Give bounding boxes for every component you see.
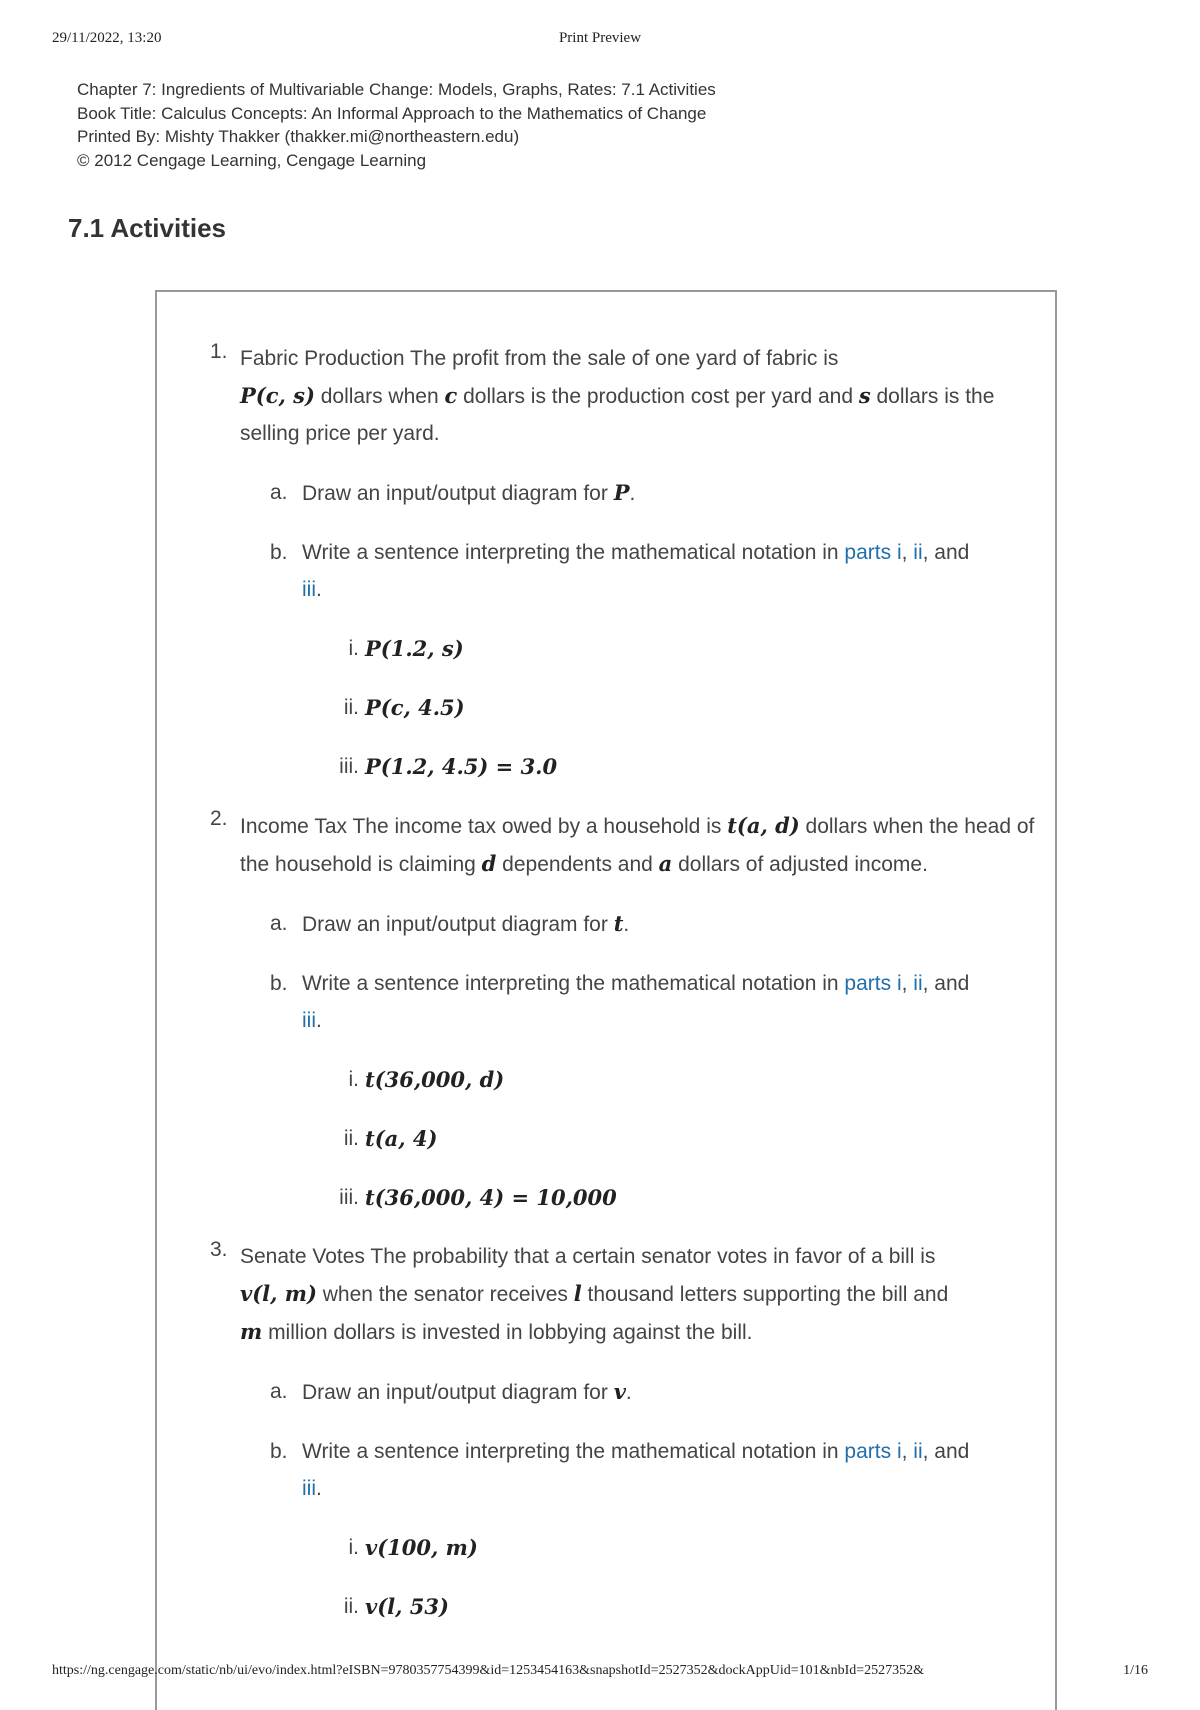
subpart-label: ii. <box>343 1127 359 1150</box>
math-expression: v(l, m) <box>240 1281 317 1306</box>
subpart-label: iii. <box>339 1186 359 1209</box>
part-iii-link[interactable]: iii <box>302 578 316 601</box>
part-iii-link[interactable]: iii <box>302 1477 316 1500</box>
part-b: b. Write a sentence interpreting the mathematical notation in parts i, ii, and iii. <box>270 1433 1040 1507</box>
statement-text: when the senator receives <box>316 1283 574 1306</box>
printed-by-line: Printed By: Mishty Thakker (thakker.mi@northeastern.edu) <box>77 127 520 146</box>
problem-statement <box>240 1238 1040 1351</box>
part-iii-link[interactable]: iii <box>302 1009 316 1032</box>
subpart-label: ii. <box>343 696 359 719</box>
subpart-i <box>348 1061 1040 1098</box>
part-ii-link[interactable]: ii <box>913 541 923 564</box>
copyright-line: © 2012 Cengage Learning, Cengage Learning <box>77 150 427 170</box>
conjunction: , and <box>922 972 970 995</box>
math-expression: t(a, 4) <box>365 1126 438 1151</box>
punctuation: . <box>316 1009 322 1032</box>
part-b-text: Write a sentence interpreting the mathematical notation in <box>302 1440 839 1463</box>
math-expression: v(100, m) <box>365 1535 478 1560</box>
part-ii-link[interactable]: ii <box>913 972 923 995</box>
page-number: 1/16 <box>1123 1663 1148 1678</box>
part-label: a. <box>270 912 288 935</box>
problem-statement <box>240 340 1040 452</box>
math-variable: d <box>481 851 497 876</box>
part-a <box>270 905 1040 943</box>
part-a-text: Draw an input/output diagram for <box>302 1381 608 1404</box>
subpart-iii <box>339 748 1040 785</box>
math-function: t <box>613 911 624 936</box>
problem-heading: Senate Votes <box>240 1245 365 1268</box>
problem-2 <box>210 807 1040 1216</box>
part-label: b. <box>270 1440 288 1463</box>
math-variable: s <box>858 383 871 408</box>
page-url: https://ng.cengage.com/static/nb/ui/evo/index.html?eISBN=9780357754399&id=1253454163&snapshotId=2527352&dockAppUid=101&nbId=2527352& <box>52 1663 925 1678</box>
problem-number: 1. <box>210 340 228 363</box>
statement-text: dependents and <box>496 853 659 876</box>
math-expression: P(1.2, s) <box>365 636 464 661</box>
print-footer <box>52 1663 1148 1681</box>
section-title: 7.1 Activities <box>68 213 227 243</box>
part-label: a. <box>270 1380 288 1403</box>
part-b-text: Write a sentence interpreting the mathematical notation in <box>302 972 839 995</box>
subpart-label: i. <box>348 637 359 660</box>
part-a-text: Draw an input/output diagram for <box>302 482 608 505</box>
activities-list <box>210 340 1040 1625</box>
statement-text: dollars of adjusted income. <box>672 853 928 876</box>
part-b-text: Write a sentence interpreting the mathematical notation in <box>302 541 839 564</box>
part-b: b. Write a sentence interpreting the mathematical notation in parts i, ii, and iii. <box>270 534 1040 608</box>
problem-statement <box>240 807 1040 883</box>
subpart-label: i. <box>348 1536 359 1559</box>
part-a <box>270 1373 1040 1411</box>
part-a-text: Draw an input/output diagram for <box>302 913 608 936</box>
print-datetime: 29/11/2022, 13:20 <box>52 30 162 46</box>
problem-1 <box>210 340 1040 785</box>
conjunction: , and <box>922 541 970 564</box>
statement-text: million dollars is invested in lobbying against the bill. <box>262 1321 753 1344</box>
statement-text: dollars is the selling price per yard. <box>240 385 995 445</box>
problem-3 <box>210 1238 1040 1625</box>
problem-number: 3. <box>210 1238 228 1261</box>
subpart-i <box>348 1529 1040 1566</box>
statement-text: thousand letters supporting the bill and <box>581 1283 949 1306</box>
print-header <box>52 30 1148 50</box>
statement-text: dollars is the production cost per yard and <box>457 385 859 408</box>
punctuation: . <box>316 1477 322 1500</box>
chapter-line: Chapter 7: Ingredients of Multivariable Change: Models, Graphs, Rates: 7.1 Activities <box>77 80 716 99</box>
math-expression: P(1.2, 4.5) = 3.0 <box>365 754 558 779</box>
part-label: b. <box>270 972 288 995</box>
math-variable: m <box>240 1319 263 1344</box>
math-expression: t(a, d) <box>727 813 800 838</box>
part-a <box>270 474 1040 512</box>
problem-heading: Income Tax <box>240 815 347 838</box>
math-expression: t(36,000, 4) = 10,000 <box>365 1185 617 1210</box>
statement-text: The income tax owed by a household is <box>352 815 722 838</box>
statement-text: dollars when the head of the household is claiming <box>240 815 1035 876</box>
subpart-ii <box>343 689 1040 726</box>
math-function: P <box>613 480 630 505</box>
math-expression: t(36,000, d) <box>365 1067 505 1092</box>
math-expression: P(c, 4.5) <box>365 695 465 720</box>
math-variable: c <box>444 383 458 408</box>
subpart-label: ii. <box>343 1595 359 1618</box>
punctuation: . <box>625 1381 632 1404</box>
document-meta <box>77 78 716 172</box>
punctuation: . <box>316 578 322 601</box>
statement-text: The probability that a certain senator votes in favor of a bill is <box>370 1245 936 1268</box>
punctuation: . <box>629 482 636 505</box>
problem-number: 2. <box>210 807 228 830</box>
print-preview-title: Print Preview <box>558 30 642 46</box>
parts-i-link[interactable]: parts i <box>844 541 902 564</box>
subpart-iii <box>339 1179 1040 1216</box>
parts-i-link[interactable]: parts i <box>844 1440 902 1463</box>
subpart-ii <box>343 1588 1040 1625</box>
part-b: b. Write a sentence interpreting the mathematical notation in parts i, ii, and iii. <box>270 965 1040 1039</box>
statement-text: The profit from the sale of one yard of fabric is <box>410 347 839 370</box>
subpart-label: i. <box>348 1068 359 1091</box>
parts-i-link[interactable]: parts i <box>844 972 902 995</box>
part-ii-link[interactable]: ii <box>913 1440 923 1463</box>
math-expression: P(c, s) <box>240 383 315 408</box>
conjunction: , and <box>922 1440 970 1463</box>
math-function: v <box>613 1379 626 1404</box>
subpart-i <box>348 630 1040 667</box>
part-label: a. <box>270 481 288 504</box>
math-variable: a <box>658 851 673 876</box>
subpart-label: iii. <box>339 755 359 778</box>
subpart-ii <box>343 1120 1040 1157</box>
problem-heading: Fabric Production <box>240 347 405 370</box>
statement-text: dollars when <box>314 385 445 408</box>
part-label: b. <box>270 541 288 564</box>
math-variable: l <box>573 1281 582 1306</box>
book-title-line: Book Title: Calculus Concepts: An Informal Approach to the Mathematics of Change <box>77 103 707 123</box>
math-expression: v(l, 53) <box>365 1594 449 1619</box>
punctuation: . <box>623 913 630 936</box>
